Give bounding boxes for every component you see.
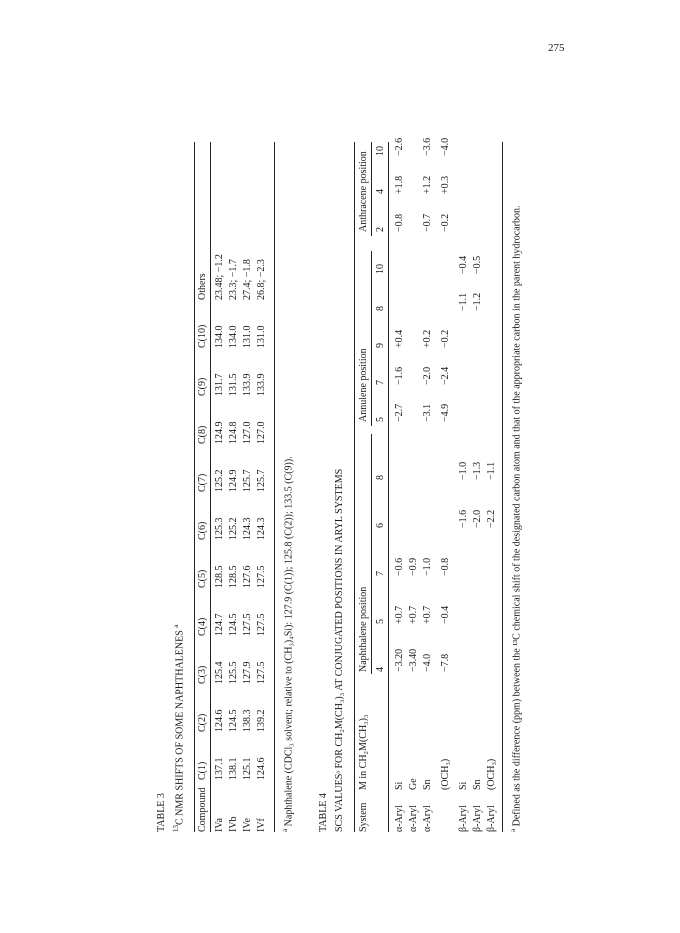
table3-cell: 124.6 — [214, 709, 225, 732]
table3-cell: 125.2 — [214, 469, 225, 492]
table4-group-anthracene-rule — [371, 142, 372, 236]
table3-cell: 124.9 — [228, 469, 239, 492]
table3-cell: IVb — [228, 816, 239, 832]
table3-cell: 124.6 — [256, 757, 267, 780]
table4-value-cell: −0.4 — [440, 605, 451, 624]
table3-cell: 134.0 — [214, 325, 225, 348]
table4-subheader-cell: 9 — [375, 343, 386, 348]
table4-value-cell: −2.6 — [394, 137, 405, 156]
table3-title-note: a — [172, 624, 180, 628]
table4-value-cell: +0.7 — [394, 605, 405, 624]
table4-subheader-cell: 8 — [375, 475, 386, 480]
table4-value-cell: −2.7 — [394, 403, 405, 422]
table4-top-rule — [354, 142, 355, 832]
table3-header-cell: C(6) — [197, 521, 208, 540]
table3-title-isotope: 13 — [172, 825, 180, 832]
table3-cell: 137.1 — [214, 757, 225, 780]
table4-value-cell: −3.40 — [408, 648, 419, 672]
table4-m-cell: Sn — [472, 779, 483, 790]
table3-cell: 124.5 — [228, 613, 239, 636]
table4-bottom-rule — [502, 142, 503, 832]
table3-cell: 26.8; −2.3 — [256, 259, 267, 300]
table4-group-annulene-rule — [371, 251, 372, 426]
table4-system-cell: α-Aryl — [394, 805, 405, 832]
table4-value-cell: −0.4 — [458, 255, 469, 274]
table4-value-cell: −0.5 — [472, 255, 483, 274]
table4-value-cell: −0.6 — [394, 557, 405, 576]
table3-cell: 125.5 — [228, 661, 239, 684]
table3-cell: 124.3 — [242, 517, 253, 540]
table4-footnote-mark: a — [509, 828, 517, 832]
table3-header-cell: C(4) — [197, 617, 208, 636]
table3-cell: 127.9 — [242, 661, 253, 684]
table3-cell: 124.5 — [228, 709, 239, 732]
table3-header-cell: C(7) — [197, 473, 208, 492]
table3-cell: 128.5 — [228, 565, 239, 588]
table4-m-cell: Si — [458, 781, 469, 790]
table3-header-cell: C(10) — [197, 324, 208, 348]
table4-value-cell: +0.7 — [422, 605, 433, 624]
table3-cell: 124.3 — [256, 517, 267, 540]
table4-group-annulene: Annulene position — [358, 348, 369, 422]
table4-m-cell: (OCH₃) — [486, 758, 497, 790]
table3-cell: IVa — [214, 818, 225, 832]
table3-cell: 127.6 — [242, 565, 253, 588]
table4-group-anthracene: Anthracene position — [358, 151, 369, 232]
table3-header-cell: C(2) — [197, 713, 208, 732]
table3-cell: 27.4; −1.8 — [242, 259, 253, 300]
table4-subheader-cell: 8 — [375, 306, 386, 311]
table3-cell: 125.1 — [242, 757, 253, 780]
table3-cell: 127.0 — [256, 421, 267, 444]
table4-value-cell: −0.8 — [394, 213, 405, 232]
table4-subheader-cell: 6 — [375, 523, 386, 528]
table4-value-cell: −3.6 — [422, 137, 433, 156]
table3-footnote — [281, 456, 295, 832]
table4-value-cell: +0.7 — [408, 605, 419, 624]
table4-m-cell: Ge — [408, 778, 419, 790]
table3-cell: 128.5 — [214, 565, 225, 588]
table4-m-cell: (OCH₃) — [440, 758, 451, 790]
table3-cell: 124.8 — [228, 421, 239, 444]
page-number: 275 — [548, 42, 565, 54]
table4-subheader-cell: 7 — [375, 571, 386, 576]
table4-group-naphthalene: Naphthalene position — [358, 586, 369, 672]
table4-m-cell: Si — [394, 781, 405, 790]
table3-top-rule — [194, 142, 195, 832]
table4-value-cell: −2.2 — [486, 509, 497, 528]
table4-value-cell: −1.6 — [458, 509, 469, 528]
table3-cell: 124.7 — [214, 613, 225, 636]
table4-value-cell: −1.2 — [472, 292, 483, 311]
table4-value-cell: −4.0 — [440, 137, 451, 156]
table3-cell: 133.9 — [256, 373, 267, 396]
table3-header-cell: C(8) — [197, 425, 208, 444]
table4-value-cell: −0.7 — [422, 213, 433, 232]
table4-subheader-cell: 4 — [375, 667, 386, 672]
table3-cell: IVe — [242, 818, 253, 832]
table4-header-rule — [388, 142, 389, 832]
table4-subheader-cell: 10 — [375, 146, 386, 156]
table4-value-cell: −3.20 — [394, 648, 405, 672]
table3-bottom-rule — [274, 142, 275, 832]
table4-value-cell: +1.8 — [394, 175, 405, 194]
table3-cell: 133.9 — [242, 373, 253, 396]
table3-cell: 131.0 — [256, 325, 267, 348]
table4-value-cell: −1.1 — [458, 292, 469, 311]
table3-cell: 127.5 — [242, 613, 253, 636]
table3-cell: 131.7 — [214, 373, 225, 396]
table3-cell: 138.3 — [242, 709, 253, 732]
table4-value-cell: −1.1 — [486, 461, 497, 480]
table3-cell: 139.2 — [256, 709, 267, 732]
table4-subheader-cell: 7 — [375, 380, 386, 385]
table4-title: SCS VALUESᵃ FOR CH₂M(CH₃)₃ AT CONJUGATED POSITIONS IN ARYL SYSTEMS — [334, 468, 345, 832]
table4-value-cell: +0.2 — [422, 329, 433, 348]
table4-value-cell: −0.2 — [440, 213, 451, 232]
table4-value-cell: −1.0 — [422, 557, 433, 576]
table3-title-text: C NMR SHIFTS OF SOME NAPHTHALENES — [174, 630, 186, 825]
table3-cell: 127.0 — [242, 421, 253, 444]
table4-group-naphthalene-rule — [371, 434, 372, 674]
table3-cell: 131.0 — [242, 325, 253, 348]
table4-m-cell: Sn — [422, 779, 433, 790]
table4-value-cell: −2.4 — [440, 366, 451, 385]
table4-value-cell: +0.4 — [394, 329, 405, 348]
table4-value-cell: +1.2 — [422, 175, 433, 194]
table4-value-cell: −7.8 — [440, 653, 451, 672]
table3-title — [172, 625, 186, 832]
table4-col-m: M in CH₂M(CH₃)₃ — [358, 714, 369, 790]
table4-value-cell: −2.0 — [472, 509, 483, 528]
table3-cell: 125.7 — [242, 469, 253, 492]
table4-value-cell: +0.3 — [440, 175, 451, 194]
rotated-page-content — [150, 132, 570, 832]
table4-system-cell: α-Aryl — [422, 805, 433, 832]
table3-cell: 125.4 — [214, 661, 225, 684]
table3-cell: 134.0 — [228, 325, 239, 348]
table3-cell: 138.1 — [228, 757, 239, 780]
table4-value-cell: −1.0 — [458, 461, 469, 480]
table3-cell: 125.2 — [228, 517, 239, 540]
table4-value-cell: −0.2 — [440, 329, 451, 348]
table4-system-cell: β-Aryl — [486, 805, 497, 832]
table3-cell: 124.9 — [214, 421, 225, 444]
table4-value-cell: −2.0 — [422, 366, 433, 385]
table3-header-cell: C(5) — [197, 569, 208, 588]
table4-value-cell: −0.8 — [440, 557, 451, 576]
table3-cell: 127.5 — [256, 613, 267, 636]
table4-subheader-cell: 2 — [375, 227, 386, 232]
table3-cell: 127.5 — [256, 565, 267, 588]
table3-cell: 125.7 — [256, 469, 267, 492]
table3-label: TABLE 3 — [156, 793, 167, 832]
table3-footnote-mark: a — [281, 828, 289, 832]
table3-cell: 127.5 — [256, 661, 267, 684]
table4-col-system: System — [358, 802, 369, 832]
table4-system-cell: β-Aryl — [472, 805, 483, 832]
table4-subheader-cell: 4 — [375, 189, 386, 194]
table3-header-cell: C(1) — [197, 761, 208, 780]
table3-cell: 23.3; −1.7 — [228, 259, 239, 300]
table4-value-cell: −4.0 — [422, 653, 433, 672]
table3-header-cell: Compound — [197, 787, 208, 832]
table4-system-cell: β-Aryl — [458, 805, 469, 832]
table3-cell: 23.48; −1.2 — [214, 254, 225, 300]
table4-value-cell: −3.1 — [422, 403, 433, 422]
table4-label: TABLE 4 — [318, 793, 329, 832]
table4-value-cell: −4.9 — [440, 403, 451, 422]
table3-cell: 131.5 — [228, 373, 239, 396]
table4-value-cell: −1.3 — [472, 461, 483, 480]
table4-subheader-cell: 5 — [375, 417, 386, 422]
table4-system-cell: α-Aryl — [408, 805, 419, 832]
table3-header-cell: Others — [197, 273, 208, 300]
table4-footnote — [509, 206, 523, 832]
table4-value-cell: −1.6 — [394, 366, 405, 385]
table3-cell: IVf — [256, 818, 267, 832]
table3-header-rule — [210, 142, 211, 832]
table3-footnote-text: Naphthalene (CDCl₃ solvent; relative to (CH₃)₄Si): 127.9 (C(1)); 125.8 (C(2)); 133.5 (C(9)). — [283, 456, 295, 827]
table4-value-cell: −0.9 — [408, 557, 419, 576]
table3-cell: 125.3 — [214, 517, 225, 540]
table3-header-cell: C(9) — [197, 377, 208, 396]
table3-header-cell: C(3) — [197, 665, 208, 684]
table4-subheader-cell: 5 — [375, 619, 386, 624]
table4-footnote-text: Defined as the difference (ppm) between the ¹³C chemical shift of the designated carbon atom and that of the appropriate carbon in the parent hydrocarbon. — [511, 205, 523, 827]
table4-subheader-cell: 10 — [375, 264, 386, 274]
